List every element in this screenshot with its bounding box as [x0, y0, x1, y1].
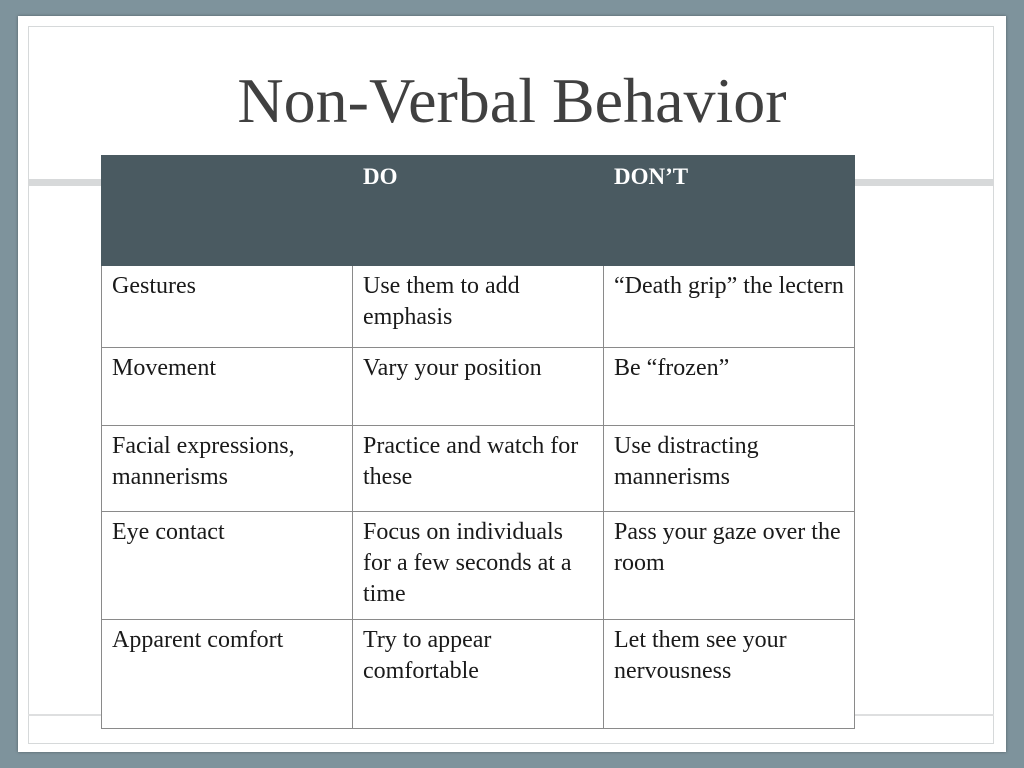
dont-cell: Use distracting mannerisms	[604, 426, 855, 512]
do-cell: Try to appear comfortable	[353, 620, 604, 729]
header-cell-do: DO	[353, 156, 604, 266]
table-row	[102, 266, 855, 348]
table-row	[102, 426, 855, 512]
do-cell: Use them to add emphasis	[353, 266, 604, 348]
dont-cell: Pass your gaze over the room	[604, 512, 855, 620]
category-cell: Facial expressions, mannerisms	[102, 426, 353, 512]
behavior-table	[101, 155, 855, 729]
header-cell-category	[102, 156, 353, 266]
do-cell: Focus on individuals for a few seconds at a time	[353, 512, 604, 620]
do-cell: Vary your position	[353, 348, 604, 426]
category-cell: Eye contact	[102, 512, 353, 620]
table-row	[102, 512, 855, 620]
dont-cell: Be “frozen”	[604, 348, 855, 426]
dont-cell: Let them see your nervousness	[604, 620, 855, 729]
do-cell: Practice and watch for these	[353, 426, 604, 512]
dont-cell: “Death grip” the lectern	[604, 266, 855, 348]
slide-title: Non-Verbal Behavior	[237, 65, 787, 136]
table-header-row	[102, 156, 855, 266]
category-cell: Gestures	[102, 266, 353, 348]
table-row	[102, 620, 855, 729]
table-row	[102, 348, 855, 426]
header-cell-dont: DON’T	[604, 156, 855, 266]
category-cell: Movement	[102, 348, 353, 426]
category-cell: Apparent comfort	[102, 620, 353, 729]
